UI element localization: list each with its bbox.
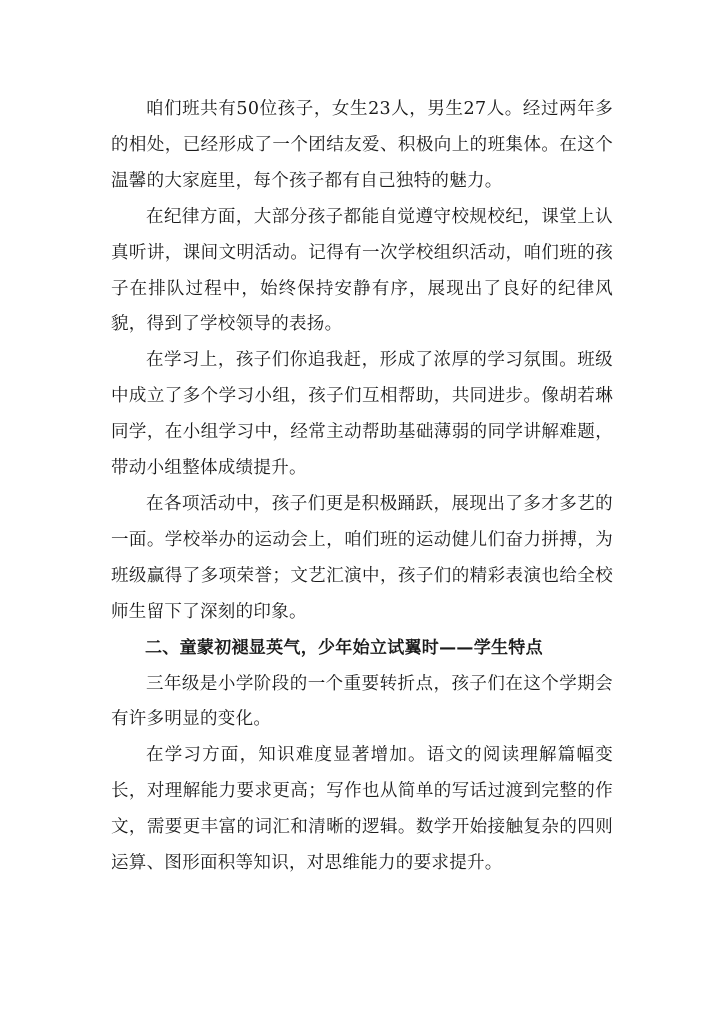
paragraph-activities: 在各项活动中，孩子们更是积极踊跃，展现出了多才多艺的一面。学校举办的运动会上，咱们班的运动健儿们奋力拼搏，为班级赢得了多项荣誉；文艺汇演中，孩子们的精彩表演也给全校师生留下了深刻的印象。 bbox=[111, 493, 613, 622]
paragraph-study-changes: 在学习方面，知识难度显著增加。语文的阅读理解篇幅变长，对理解能力要求更高；写作也从简单的写话过渡到完整的作文，需要更丰富的词汇和清晰的逻辑。数学开始接触复杂的四则运算、图形面积等知识，对思维能力的要求提升。 bbox=[111, 745, 613, 874]
document-page bbox=[111, 92, 613, 882]
paragraph-class-overview: 咱们班共有50位孩子，女生23人，男生27人。经过两年多的相处，已经形成了一个团结友爱、积极向上的班集体。在这个温馨的大家庭里，每个孩子都有自己独特的魅力。 bbox=[111, 99, 613, 191]
paragraph-discipline: 在纪律方面，大部分孩子都能自觉遵守校规校纪，课堂上认真听讲，课间文明活动。记得有一次学校组织活动，咱们班的孩子在排队过程中，始终保持安静有序，展现出了良好的纪律风貌，得到了学校领导的表扬。 bbox=[111, 206, 613, 335]
paragraph-study: 在学习上，孩子们你追我赶，形成了浓厚的学习氛围。班级中成立了多个学习小组，孩子们互相帮助，共同进步。像胡若琳同学，在小组学习中，经常主动帮助基础薄弱的同学讲解难题，带动小组整体成绩提升。 bbox=[111, 350, 613, 479]
section-heading: 二、童蒙初褪显英气，少年始立试翼时——学生特点 bbox=[145, 637, 543, 658]
paragraph-grade-three-intro: 三年级是小学阶段的一个重要转折点，孩子们在这个学期会有许多明显的变化。 bbox=[111, 673, 613, 730]
